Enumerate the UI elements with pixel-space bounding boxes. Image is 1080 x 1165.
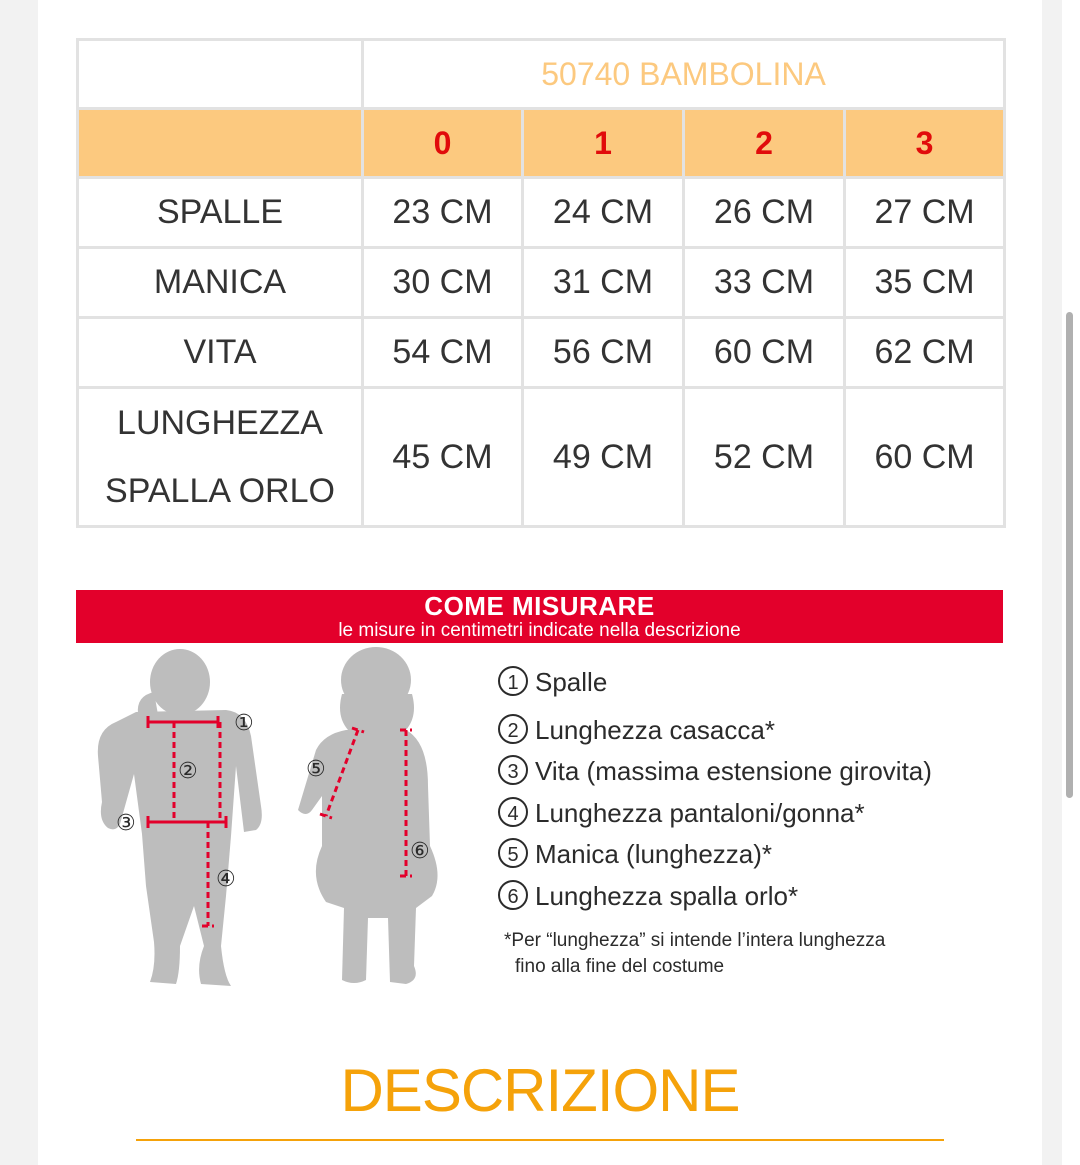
table-cell: 27 CM (845, 178, 1005, 248)
legend-label: Lunghezza pantaloni/gonna* (535, 797, 865, 828)
table-row (78, 248, 1005, 318)
size-number: 1 (594, 124, 612, 161)
table-row (78, 178, 1005, 248)
table-cell: 52 CM (684, 388, 845, 527)
row-label-line: SPALLA ORLO (105, 472, 335, 510)
legend-item (498, 876, 1008, 918)
size-number: 2 (755, 124, 773, 161)
table-cell: 56 CM (523, 318, 684, 388)
measure-guide (76, 590, 1003, 1000)
table-cell: 24 CM (523, 178, 684, 248)
girl-figure (298, 647, 438, 984)
legend-label: Manica (lunghezza)* (535, 839, 773, 869)
size-header (523, 109, 684, 178)
marker-4: ④ (216, 867, 236, 892)
size-header (363, 109, 523, 178)
legend-number: 3 (498, 755, 528, 785)
table-cell: 35 CM (845, 248, 1005, 318)
measure-figures (76, 646, 496, 1006)
size-chart-table (76, 38, 1006, 528)
legend-item (498, 834, 1008, 876)
note-line: *Per “lunghezza” si intende l’intera lunghezza (504, 930, 886, 951)
row-label (78, 388, 363, 527)
marker-1: ① (234, 711, 254, 736)
legend-number: 6 (498, 880, 528, 910)
legend-item (498, 793, 1008, 835)
legend-item (498, 710, 1008, 752)
size-header (845, 109, 1005, 178)
marker-5: ⑤ (306, 757, 326, 782)
legend-number: 1 (498, 666, 528, 696)
legend-number: 2 (498, 714, 528, 744)
scrollbar-thumb[interactable] (1066, 312, 1073, 798)
description-heading: DESCRIZIONE (340, 1057, 740, 1124)
marker-2: ② (178, 759, 198, 784)
table-cell: 30 CM (363, 248, 523, 318)
table-cell: 60 CM (684, 318, 845, 388)
legend-label: Vita (massima estensione girovita) (535, 756, 932, 786)
table-cell: 49 CM (523, 388, 684, 527)
legend-item (498, 662, 1008, 704)
measure-banner (76, 590, 1003, 643)
banner-title: COME MISURARE (424, 591, 655, 621)
row-label: MANICA (78, 248, 363, 318)
size-number: 0 (433, 124, 452, 161)
row-label: VITA (78, 318, 363, 388)
table-cell: 23 CM (363, 178, 523, 248)
legend-label: Spalle (535, 667, 608, 697)
row-label: SPALLE (78, 178, 363, 248)
marker-6: ⑥ (410, 839, 430, 864)
banner-subtitle: le misure in centimetri indicate nella descrizione (338, 620, 741, 641)
note-line: fino alla fine del costume (515, 956, 725, 977)
empty-header-cell (78, 109, 363, 178)
size-header (684, 109, 845, 178)
size-number: 3 (915, 124, 934, 161)
table-cell: 33 CM (684, 248, 845, 318)
table-cell: 31 CM (523, 248, 684, 318)
table-cell: 26 CM (684, 178, 845, 248)
row-label-line: LUNGHEZZA (117, 404, 323, 442)
product-title: 50740 BAMBOLINA (363, 40, 1005, 109)
legend-number: 5 (498, 838, 528, 868)
size-header-row (78, 109, 1005, 178)
table-cell: 62 CM (845, 318, 1005, 388)
size-chart-title-row (78, 40, 1005, 109)
table-cell: 54 CM (363, 318, 523, 388)
legend-label: Lunghezza casacca* (535, 714, 775, 745)
heading-divider (136, 1139, 944, 1141)
legend-item (498, 751, 1008, 793)
legend-label: Lunghezza spalla orlo* (535, 880, 799, 911)
empty-cell (78, 40, 363, 109)
length-note (504, 928, 1004, 980)
table-cell: 60 CM (845, 388, 1005, 527)
table-row (78, 388, 1005, 527)
table-cell: 45 CM (363, 388, 523, 527)
legend-number: 4 (498, 797, 528, 827)
table-row (78, 318, 1005, 388)
marker-3: ③ (116, 811, 136, 836)
measure-legend (498, 662, 1008, 917)
